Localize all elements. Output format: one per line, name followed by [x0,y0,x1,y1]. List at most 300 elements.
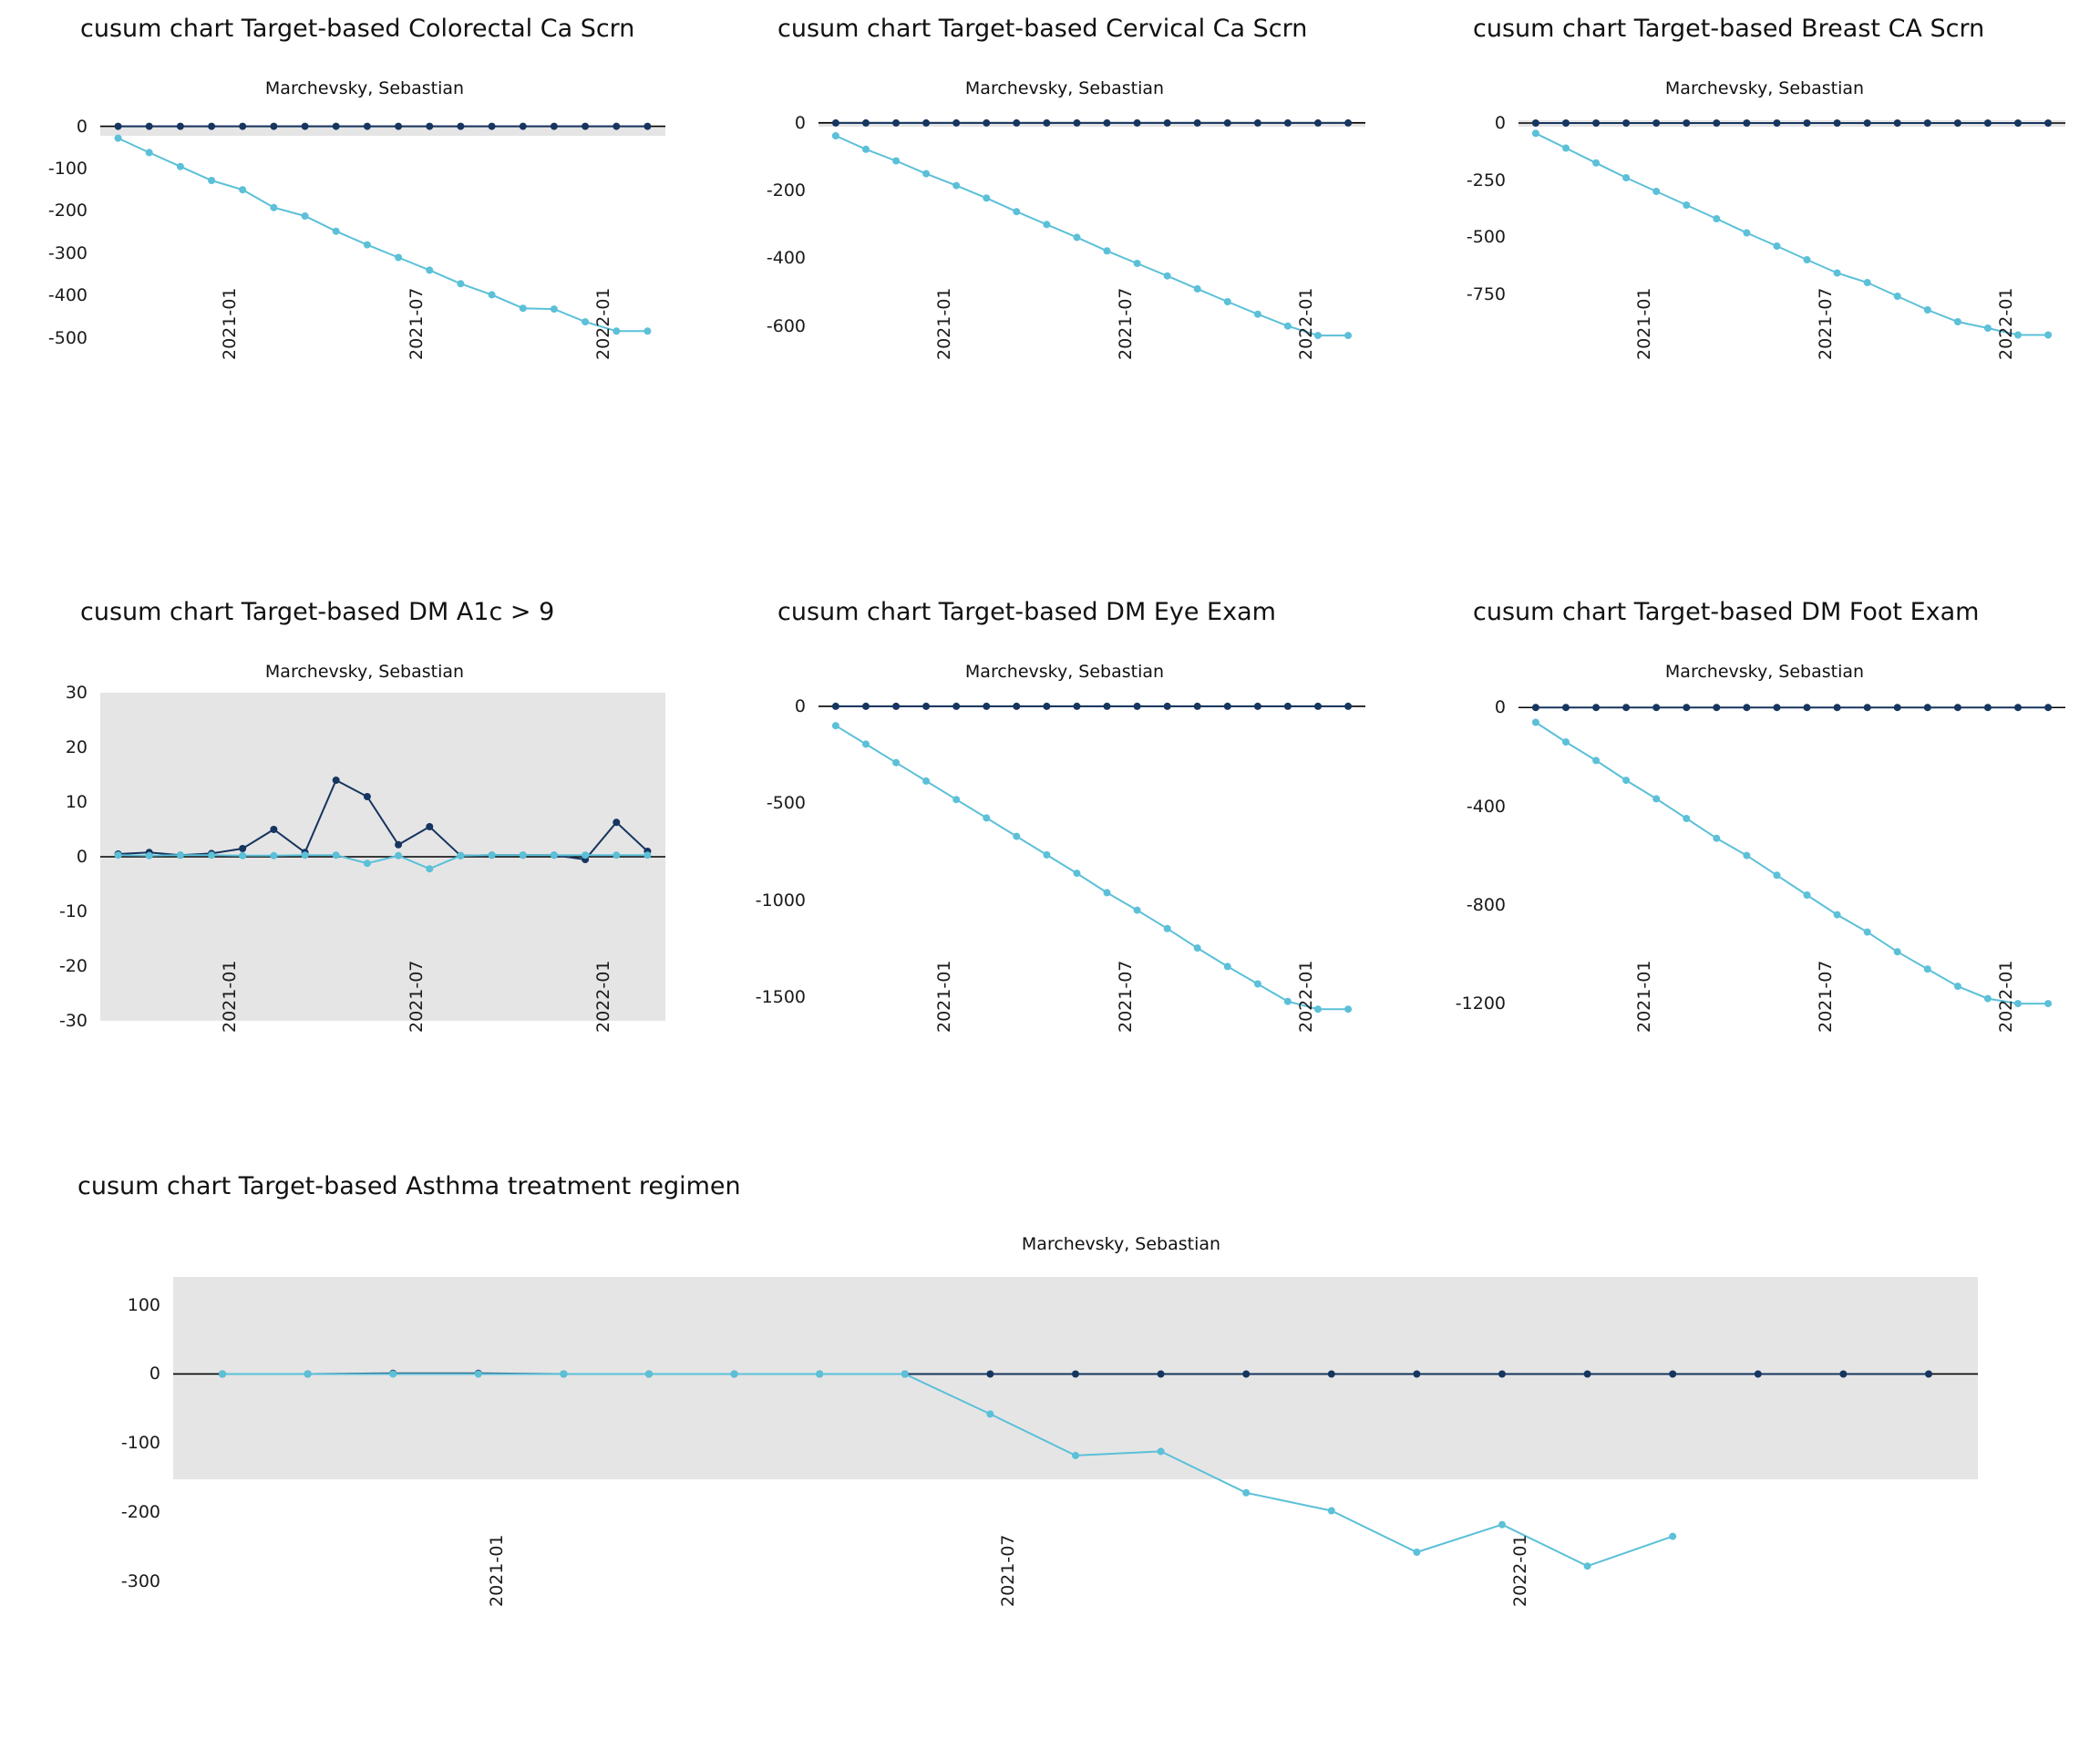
panel-subtitle: Marchevsky, Sebastian [964,662,1165,682]
y-axis-tick-label: 20 [65,737,88,757]
series-point [643,851,651,859]
series-point [1924,119,1931,127]
y-axis-tick-label: -300 [47,242,88,263]
series-point [239,852,246,860]
series-point [560,1371,567,1378]
series-point [1104,247,1111,254]
series-point [1224,962,1231,970]
series-point [551,123,558,130]
series-point [983,194,990,201]
x-axis-tick-label: 2021-01 [220,960,241,1033]
series-point [582,123,589,130]
chart-panel-dm-a1c [0,583,700,1185]
series-point [1774,119,1781,127]
panel-title: cusum chart Target-based Asthma treatment regimen [77,1172,741,1200]
series-point [832,119,839,127]
series-point [1894,948,1901,955]
series-point [1072,1452,1079,1459]
series-point [1224,703,1231,710]
series-point [1013,208,1020,215]
series-point [1924,306,1931,314]
x-axis-tick-label: 2021-07 [1815,287,1836,360]
y-axis-tick-label: -200 [120,1502,160,1523]
series-point [1104,889,1111,896]
series-point [1774,242,1781,250]
y-axis-tick-label: -600 [766,315,806,336]
series-point [922,170,930,178]
series-point [2044,332,2052,339]
y-axis-tick-label: 0 [1494,113,1506,133]
chart-panel-asthma [0,1159,2100,1750]
series-point [1314,703,1322,710]
series-point [1954,318,1961,325]
series-point [643,327,651,335]
series-point [475,1371,482,1378]
series-point [1834,119,1841,127]
series-point [1864,279,1871,286]
series-point [1683,704,1690,711]
series-point [1864,929,1871,936]
series-point [1074,233,1081,241]
y-axis-tick-label: -300 [120,1570,160,1591]
series-point [832,132,839,139]
series-point [302,123,309,130]
series-point [1954,704,1961,711]
series-point [1314,119,1322,127]
series-point [1344,332,1352,339]
y-axis-tick-label: -800 [1466,894,1506,915]
series-point [1104,703,1111,710]
series-point [816,1371,823,1378]
x-axis-tick-label: 2021-07 [1115,960,1136,1033]
series-point [1074,870,1081,877]
series-point [208,123,215,130]
series-line [836,726,1348,1009]
series-point [645,1371,653,1378]
series-point [1532,129,1539,137]
series-point [304,1371,312,1378]
series-point [1924,965,1931,973]
series-point [1344,1005,1352,1013]
series-point [1804,704,1811,711]
series-point [2014,119,2022,127]
series-point [1925,1371,1932,1378]
series-point [1194,944,1201,952]
x-axis-tick-label: 2021-01 [1634,287,1655,360]
series-point [952,796,960,803]
series-point [115,851,122,859]
series-point [1164,273,1171,280]
series-point [1134,703,1141,710]
series-point [862,119,870,127]
series-point [1562,119,1570,127]
series-point [395,254,402,262]
series-point [2044,704,2052,711]
series-point [1584,1562,1591,1570]
y-axis-tick-label: -400 [47,285,88,306]
y-axis-tick-label: -200 [766,180,806,201]
series-point [1254,981,1261,988]
series-line [118,780,648,860]
panel-title: cusum chart Target-based Breast CA Scrn [1473,15,1985,43]
series-point [952,119,960,127]
panel-title: cusum chart Target-based Colorectal Ca Scrn [80,15,635,43]
x-axis-tick-label: 2022-01 [1995,287,2016,360]
series-point [952,703,960,710]
series-point [389,1371,396,1378]
series-point [426,123,433,130]
series-point [364,793,371,800]
series-point [1194,119,1201,127]
series-point [1984,324,1992,332]
plot-area-breast [1400,100,2100,492]
series-point [364,242,371,249]
x-axis-tick-label: 2021-01 [1634,960,1655,1033]
series-point [1134,260,1141,267]
series-point [1984,704,1992,711]
series-point [922,119,930,127]
chart-panel-colorectal [0,0,700,602]
series-point [270,123,277,130]
series-canvas [1400,684,2100,1076]
series-point [612,851,620,859]
series-point [551,851,558,859]
series-point [1984,995,1992,1003]
y-axis-tick-label: 0 [76,116,88,137]
y-axis-tick-label: -1000 [755,890,806,911]
y-axis-tick-label: -10 [58,901,88,921]
x-axis-tick-label: 2021-07 [1815,960,1836,1033]
series-point [1713,119,1720,127]
y-axis-tick-label: -1200 [1455,993,1506,1014]
series-point [302,851,309,859]
plot-area-dm-eye [700,684,1400,1076]
series-point [1194,285,1201,293]
series-point [457,123,464,130]
y-axis-tick-label: 0 [794,112,806,133]
x-axis-tick-label: 2021-01 [220,287,241,360]
series-point [146,852,153,860]
y-axis-tick-label: -100 [120,1433,160,1454]
series-point [1134,907,1141,914]
series-point [1284,119,1292,127]
series-point [1669,1371,1676,1378]
plot-area-cervical [700,100,1400,492]
series-point [582,851,589,859]
plot-area-dm-a1c [0,684,700,1076]
x-axis-tick-label: 2022-01 [593,287,614,360]
series-line [222,1374,1673,1567]
series-point [1158,1447,1165,1455]
y-axis-tick-label: 0 [1494,697,1506,718]
series-point [520,123,527,130]
series-point [892,703,900,710]
panel-subtitle: Marchevsky, Sebastian [1021,1234,1221,1254]
series-line [118,139,648,332]
series-point [1254,311,1261,318]
series-point [1254,703,1261,710]
x-axis-tick-label: 2021-01 [934,960,955,1033]
series-point [1774,704,1781,711]
series-point [1652,188,1660,195]
plot-area-asthma [0,1258,2100,1732]
series-point [1804,119,1811,127]
series-point [520,304,527,312]
series-point [520,851,527,859]
series-point [1683,119,1690,127]
series-point [1158,1371,1165,1378]
series-point [1713,704,1720,711]
series-point [892,759,900,767]
series-point [208,851,215,859]
series-point [1328,1371,1335,1378]
series-point [1284,703,1292,710]
series-point [1328,1508,1335,1515]
y-axis-tick-label: 30 [65,683,88,703]
series-point [862,703,870,710]
series-point [612,818,620,826]
x-axis-tick-label: 2022-01 [1295,287,1316,360]
series-point [270,852,277,860]
series-point [177,851,184,859]
series-line [1536,133,2048,335]
series-point [457,852,464,860]
y-axis-tick-label: 0 [149,1364,160,1385]
series-point [892,158,900,165]
series-line [1536,723,2048,1004]
series-point [1924,704,1931,711]
panel-subtitle: Marchevsky, Sebastian [264,662,465,682]
series-point [395,123,402,130]
series-point [1622,777,1630,784]
y-axis-tick-label: -1500 [755,987,806,1008]
series-point [146,149,153,156]
series-point [1804,256,1811,263]
series-line [836,136,1348,335]
panel-subtitle: Marchevsky, Sebastian [964,78,1165,98]
y-axis-tick-label: -500 [47,327,88,348]
x-axis-tick-label: 2021-07 [407,287,427,360]
panel-subtitle: Marchevsky, Sebastian [1664,78,1865,98]
series-point [1713,215,1720,222]
series-point [1562,738,1570,746]
panel-subtitle: Marchevsky, Sebastian [1664,662,1865,682]
chart-panel-cervical [700,0,1400,602]
y-axis-tick-label: 0 [794,695,806,716]
series-point [1413,1371,1420,1378]
series-point [2044,1000,2052,1007]
series-canvas [700,100,1400,492]
series-point [1954,983,1961,990]
series-point [612,123,620,130]
series-point [1242,1371,1250,1378]
y-axis-tick-label: -400 [766,248,806,269]
series-point [1652,119,1660,127]
series-point [1713,835,1720,842]
series-point [1834,911,1841,919]
chart-panel-dm-eye [700,583,1400,1185]
series-point [1413,1549,1420,1556]
series-point [1592,119,1600,127]
series-point [1864,704,1871,711]
series-point [426,266,433,273]
series-point [457,280,464,287]
series-point [239,186,246,193]
y-axis-tick-label: -500 [766,793,806,814]
series-point [832,703,839,710]
series-point [333,777,340,784]
series-point [1043,703,1050,710]
series-point [364,123,371,130]
x-axis-tick-label: 2022-01 [1295,960,1316,1033]
series-point [1755,1371,1762,1378]
series-point [333,123,340,130]
panel-subtitle: Marchevsky, Sebastian [264,78,465,98]
series-point [952,182,960,190]
series-point [1344,119,1352,127]
series-point [901,1371,909,1378]
series-point [115,123,122,130]
series-point [1743,230,1750,237]
series-point [1894,704,1901,711]
series-point [862,146,870,153]
series-point [239,845,246,852]
series-point [2014,704,2022,711]
series-point [551,305,558,313]
chart-panel-breast [1400,0,2100,602]
series-point [1498,1371,1506,1378]
series-point [302,212,309,220]
series-point [1894,293,1901,300]
series-point [1254,119,1261,127]
series-point [1284,998,1292,1005]
series-point [862,740,870,747]
series-point [219,1371,226,1378]
series-point [643,123,651,130]
x-axis-tick-label: 2021-07 [1115,287,1136,360]
series-point [1743,852,1750,860]
series-point [922,703,930,710]
series-canvas [0,1258,2100,1732]
series-point [1774,871,1781,879]
y-axis-tick-label: -200 [47,201,88,221]
series-point [1622,174,1630,181]
series-point [489,123,496,130]
series-point [1622,704,1630,711]
series-point [1104,119,1111,127]
y-axis-tick-label: -500 [1466,227,1506,247]
series-point [333,851,340,859]
series-point [1164,119,1171,127]
series-point [1134,119,1141,127]
series-point [1224,298,1231,305]
series-point [892,119,900,127]
series-point [1194,703,1201,710]
series-point [1013,703,1020,710]
series-point [1242,1489,1250,1497]
series-point [1043,119,1050,127]
plot-area-colorectal [0,100,700,492]
series-point [177,163,184,170]
series-point [1743,704,1750,711]
series-point [1584,1371,1591,1378]
y-axis-tick-label: -20 [58,956,88,976]
series-point [1074,119,1081,127]
x-axis-tick-label: 2021-07 [407,960,427,1033]
series-point [1683,201,1690,209]
series-point [1013,119,1020,127]
series-point [395,852,402,860]
series-point [426,823,433,830]
series-point [1072,1371,1079,1378]
series-point [1562,704,1570,711]
series-point [922,777,930,785]
series-point [426,865,433,872]
panel-title: cusum chart Target-based DM A1c > 9 [80,598,555,626]
series-point [1864,119,1871,127]
series-point [986,1410,993,1417]
series-point [983,814,990,821]
series-point [1562,145,1570,152]
panel-title: cusum chart Target-based DM Foot Exam [1473,598,1980,626]
series-point [1984,119,1992,127]
series-point [1834,270,1841,277]
y-axis-tick-label: -400 [1466,796,1506,817]
series-point [582,318,589,325]
chart-panel-dm-foot [1400,583,2100,1185]
series-point [1592,757,1600,764]
series-point [1894,119,1901,127]
x-axis-tick-label: 2022-01 [1510,1534,1530,1607]
series-point [270,826,277,833]
series-point [1652,704,1660,711]
series-point [364,860,371,867]
series-point [731,1371,738,1378]
y-axis-tick-label: -750 [1466,283,1506,304]
series-point [1954,119,1961,127]
x-axis-tick-label: 2021-01 [486,1534,507,1607]
series-point [1839,1371,1847,1378]
series-point [832,722,839,729]
y-axis-tick-label: -100 [47,159,88,179]
series-point [1224,119,1231,127]
series-point [1344,703,1352,710]
x-axis-tick-label: 2021-07 [998,1534,1019,1607]
y-axis-tick-label: -30 [58,1011,88,1031]
series-point [612,327,620,335]
series-point [1652,795,1660,802]
series-point [983,703,990,710]
series-point [1592,160,1600,167]
series-point [1498,1521,1506,1529]
y-axis-tick-label: -250 [1466,170,1506,190]
series-point [1532,704,1539,711]
series-point [1164,925,1171,932]
series-point [1669,1533,1676,1540]
x-axis-tick-label: 2021-01 [934,287,955,360]
series-point [1043,851,1050,859]
series-canvas [700,684,1400,1076]
panel-title: cusum chart Target-based DM Eye Exam [777,598,1276,626]
series-point [983,119,990,127]
plot-area-dm-foot [1400,684,2100,1076]
y-axis-tick-label: 0 [76,847,88,867]
series-point [115,135,122,142]
series-point [1683,815,1690,822]
series-point [177,123,184,130]
x-axis-tick-label: 2022-01 [1995,960,2016,1033]
series-point [489,851,496,859]
